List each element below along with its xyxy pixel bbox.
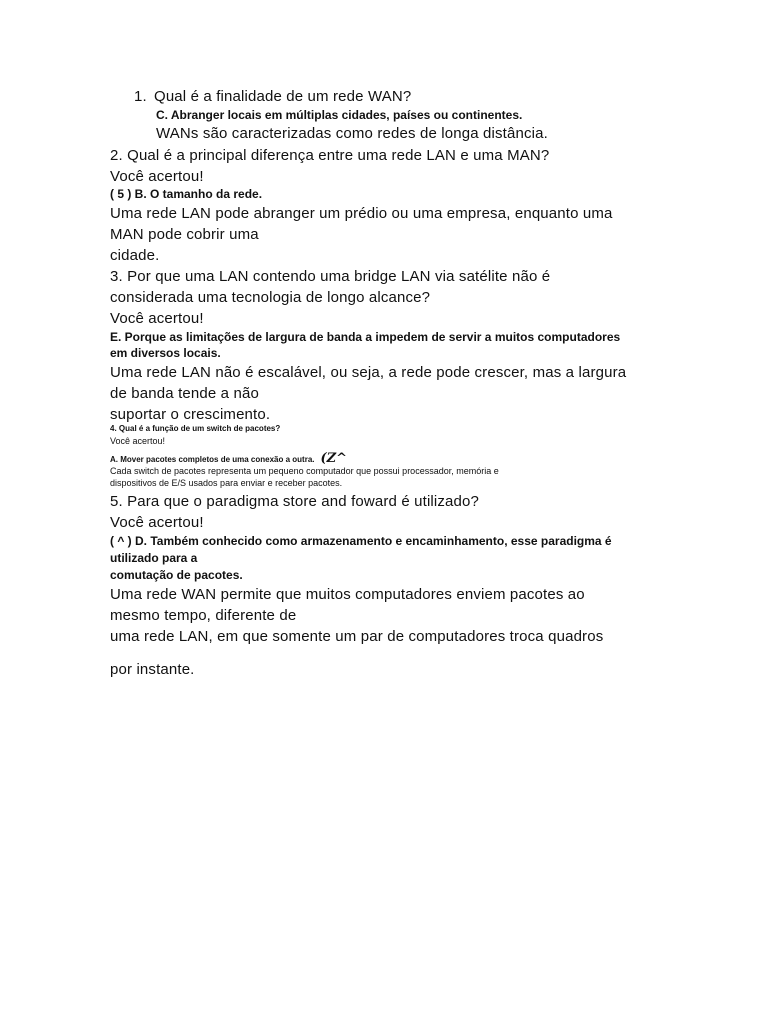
question-3-line-2: considerada uma tecnologia de longo alcance? <box>110 289 431 306</box>
question-1-text: Qual é a finalidade de um rede WAN? <box>154 88 412 105</box>
explanation-3-line-1: Uma rede LAN não é escalável, ou seja, a rede pode crescer, mas a largura <box>110 364 627 381</box>
explanation-5-line-3: uma rede LAN, em que somente um par de computadores troca quadros <box>110 628 604 645</box>
question-5: 5. Para que o paradigma store and foward é utilizado? <box>110 493 480 510</box>
answer-3-line-1: E. Porque as limitações de largura de banda a impedem de servir a muitos computadores <box>110 330 621 344</box>
explanation-1: WANs são caracterizadas como redes de longa distância. <box>156 125 548 142</box>
explanation-5-line-2: mesmo tempo, diferente de <box>110 607 297 624</box>
answer-2: ( 5 ) B. O tamanho da rede. <box>110 187 263 201</box>
explanation-5-line-1: Uma rede WAN permite que muitos computadores enviem pacotes ao <box>110 586 585 603</box>
handwritten-mark: (Z^ <box>320 451 348 466</box>
explanation-4-line-1: Cada switch de pacotes representa um pequeno computador que possui processador, memória e <box>110 466 499 476</box>
answer-5-line-1: ( ^ ) D. Também conhecido como armazenamento e encaminhamento, esse paradigma é <box>110 534 612 548</box>
question-3-line-1: 3. Por que uma LAN contendo uma bridge LAN via satélite não é <box>110 268 551 285</box>
question-1-number: 1. <box>134 88 147 105</box>
feedback-4: Você acertou! <box>110 436 166 446</box>
explanation-3-line-2: de banda tende a não <box>110 385 259 402</box>
explanation-3-line-3: suportar o crescimento. <box>110 406 271 423</box>
answer-4-text: A. Mover pacotes completos de uma conexão a outra. <box>110 455 315 464</box>
feedback-2: Você acertou! <box>110 168 204 185</box>
answer-4 <box>110 451 347 466</box>
answer-5-line-2: utilizado para a <box>110 551 198 565</box>
question-4: 4. Qual é a função de um switch de pacotes? <box>110 424 281 433</box>
feedback-5: Você acertou! <box>110 514 204 531</box>
question-1 <box>134 88 411 105</box>
answer-5-line-3: comutação de pacotes. <box>110 568 243 582</box>
answer-1: C. Abranger locais em múltiplas cidades, países ou continentes. <box>156 108 523 122</box>
answer-3-line-2: em diversos locais. <box>110 346 221 360</box>
question-2: 2. Qual é a principal diferença entre uma rede LAN e uma MAN? <box>110 147 550 164</box>
explanation-5-line-4: por instante. <box>110 661 195 678</box>
explanation-4-line-2: dispositivos de E/S usados para enviar e receber pacotes. <box>110 478 343 488</box>
explanation-2-line-1: Uma rede LAN pode abranger um prédio ou uma empresa, enquanto uma <box>110 205 613 222</box>
explanation-2-line-2: MAN pode cobrir uma <box>110 226 259 243</box>
explanation-2-line-3: cidade. <box>110 247 160 264</box>
feedback-3: Você acertou! <box>110 310 204 327</box>
